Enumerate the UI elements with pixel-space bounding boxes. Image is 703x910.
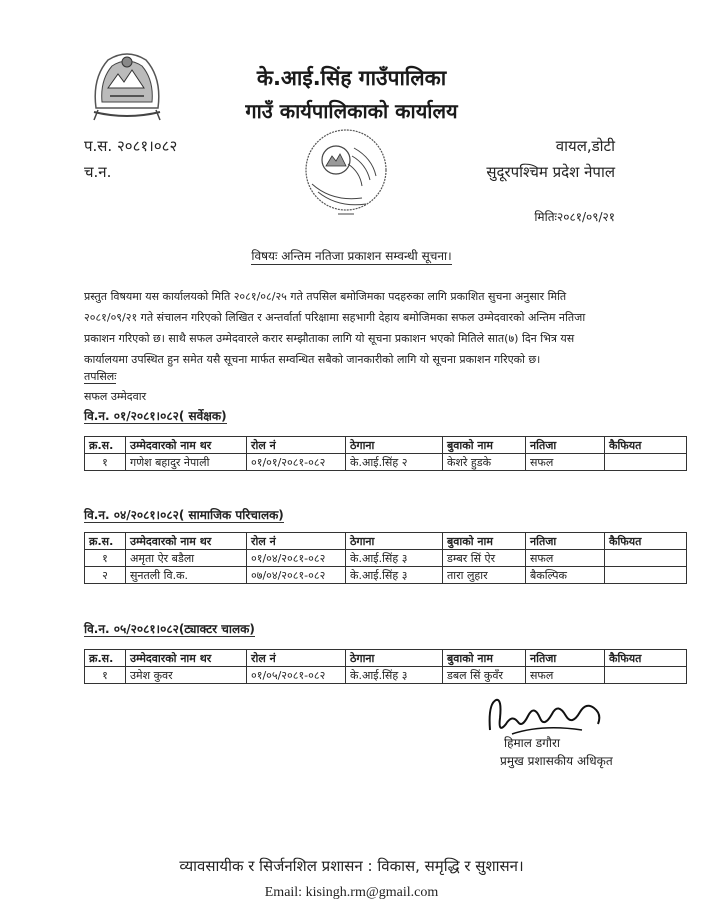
table-cell: उमेश कुवर bbox=[126, 667, 247, 684]
table-header-row bbox=[85, 650, 687, 667]
table-cell: डम्बर सिं ऐर bbox=[443, 550, 526, 567]
header-cell: बुवाको नाम bbox=[443, 533, 526, 550]
table-cell: सफल bbox=[526, 550, 605, 567]
body-line: प्रकाशन गरिएको छ। साथै सफल उम्मेदवारले करार सम्झौताका लागि यो सूचना प्रकाशन भएको मितिले सात(७) दिन भित्र यस bbox=[84, 332, 575, 345]
table-cell: डबल सिं कुवँर bbox=[443, 667, 526, 684]
header-cell: उम्मेदवारको नाम थर bbox=[126, 650, 247, 667]
header-cell: क्र.स. bbox=[85, 650, 126, 667]
footer-motto: व्यावसायीक र सिर्जनशिल प्रशासन : विकास, समृद्धि र सुशासन। bbox=[179, 857, 524, 875]
results-table bbox=[84, 649, 687, 684]
header-cell: नतिजा bbox=[526, 650, 605, 667]
office-name: के.आई.सिंह गाउँपालिका bbox=[256, 66, 447, 90]
notice-date: मितिः२०८१/०९/२१ bbox=[534, 210, 615, 224]
table-cell: के.आई.सिंह ३ bbox=[346, 667, 443, 684]
dispatch-number: च.न. bbox=[84, 163, 112, 181]
table-cell: ०१/०१/२०८१-०८२ bbox=[247, 454, 346, 471]
header-cell: क्र.स. bbox=[85, 437, 126, 454]
table-header-row bbox=[85, 437, 687, 454]
table-cell bbox=[605, 567, 687, 584]
header-cell: उम्मेदवारको नाम थर bbox=[126, 533, 247, 550]
office-province: सुदूरपश्चिम प्रदेश नेपाल bbox=[486, 163, 615, 181]
table-cell: के.आई.सिंह ३ bbox=[346, 550, 443, 567]
table-header-row bbox=[85, 533, 687, 550]
table-cell: २ bbox=[85, 567, 126, 584]
header-cell: नतिजा bbox=[526, 437, 605, 454]
office-subtitle: गाउँ कार्यपालिकाको कार्यालय bbox=[245, 99, 458, 123]
table-row bbox=[85, 550, 687, 567]
header-cell: ठेगाना bbox=[346, 650, 443, 667]
table-row bbox=[85, 567, 687, 584]
table-cell: केशरे हुडके bbox=[443, 454, 526, 471]
body-line: कार्यालयमा उपस्थित हुन समेत यसै सूचना मार्फत सम्वन्धित सबैको जानकारीको लागि यो सूचना प्रकाशन गरिएको छ। bbox=[84, 353, 541, 366]
header-cell: ठेगाना bbox=[346, 533, 443, 550]
header-cell: कैफियत bbox=[605, 533, 687, 550]
table-cell: १ bbox=[85, 454, 126, 471]
body-line: २०८१/०९/२१ गते संचालन गरिएको लिखित र अन्तर्वार्ता परिक्षामा सहभागी देहाय बमोजिमका सफल उम्मेदवारको अन्तिम नतिजा bbox=[84, 311, 586, 324]
table-cell: सफल bbox=[526, 667, 605, 684]
body-line: प्रस्तुत विषयमा यस कार्यालयको मिति २०८१/०८/२५ गते तपसिल बमोजिमका पदहरुका लागि प्रकाशित सुचना अनुसार मिति bbox=[84, 290, 567, 303]
table-cell: ०१/०५/२०८१-०८२ bbox=[247, 667, 346, 684]
header-cell: बुवाको नाम bbox=[443, 650, 526, 667]
table-cell bbox=[605, 550, 687, 567]
header-cell: ठेगाना bbox=[346, 437, 443, 454]
header-cell: नतिजा bbox=[526, 533, 605, 550]
tapsil-label: तपसिलः bbox=[84, 370, 117, 383]
header-cell: बुवाको नाम bbox=[443, 437, 526, 454]
table-cell: ०७/०४/२०८१-०८२ bbox=[247, 567, 346, 584]
table-cell: तारा लुहार bbox=[443, 567, 526, 584]
successful-candidates-label: सफल उम्मेदवार bbox=[84, 390, 147, 403]
header-cell: रोल नं bbox=[247, 437, 346, 454]
table-cell bbox=[605, 454, 687, 471]
notice-subject: विषयः अन्तिम नतिजा प्रकाशन सम्वन्धी सूचना। bbox=[251, 249, 452, 263]
signatory-designation: प्रमुख प्रशासकीय अधिकृत bbox=[500, 754, 613, 768]
header-cell: रोल नं bbox=[247, 650, 346, 667]
table-cell: अमृता ऐर बडैला bbox=[126, 550, 247, 567]
notice-body bbox=[84, 286, 624, 370]
table-cell: सफल bbox=[526, 454, 605, 471]
table-cell: के.आई.सिंह ३ bbox=[346, 567, 443, 584]
results-table bbox=[84, 532, 687, 584]
results-table bbox=[84, 436, 687, 471]
table-cell: गणेश बहादुर नेपाली bbox=[126, 454, 247, 471]
table-cell: के.आई.सिंह २ bbox=[346, 454, 443, 471]
table-cell: ०१/०४/२०८१-०८२ bbox=[247, 550, 346, 567]
header-cell: रोल नं bbox=[247, 533, 346, 550]
table-cell bbox=[605, 667, 687, 684]
section-heading: वि.न. ०१/२०८१।०८२( सर्वेक्षक) bbox=[84, 409, 227, 423]
footer-email: Email: kisingh.rm@gmail.com bbox=[264, 885, 439, 900]
office-place: वायल,डोटी bbox=[555, 137, 615, 155]
table-cell: १ bbox=[85, 667, 126, 684]
table-cell: १ bbox=[85, 550, 126, 567]
header-cell: कैफियत bbox=[605, 650, 687, 667]
table-cell: सुनतली वि.क. bbox=[126, 567, 247, 584]
header-cell: कैफियत bbox=[605, 437, 687, 454]
table-row bbox=[85, 667, 687, 684]
section-heading: वि.न. ०४/२०८१।०८२( सामाजिक परिचालक) bbox=[84, 508, 284, 522]
table-row bbox=[85, 454, 687, 471]
signatory-name: हिमाल डगौरा bbox=[504, 736, 561, 750]
section-heading: वि.न. ०५/२०८१।०८२(ट्याक्टर चालक) bbox=[84, 622, 255, 636]
reference-number: प.स. २०८१।०८२ bbox=[84, 137, 178, 155]
header-cell: क्र.स. bbox=[85, 533, 126, 550]
header-cell: उम्मेदवारको नाम थर bbox=[126, 437, 247, 454]
office-seal-stamp bbox=[292, 128, 400, 220]
table-cell: बैकल्पिक bbox=[526, 567, 605, 584]
